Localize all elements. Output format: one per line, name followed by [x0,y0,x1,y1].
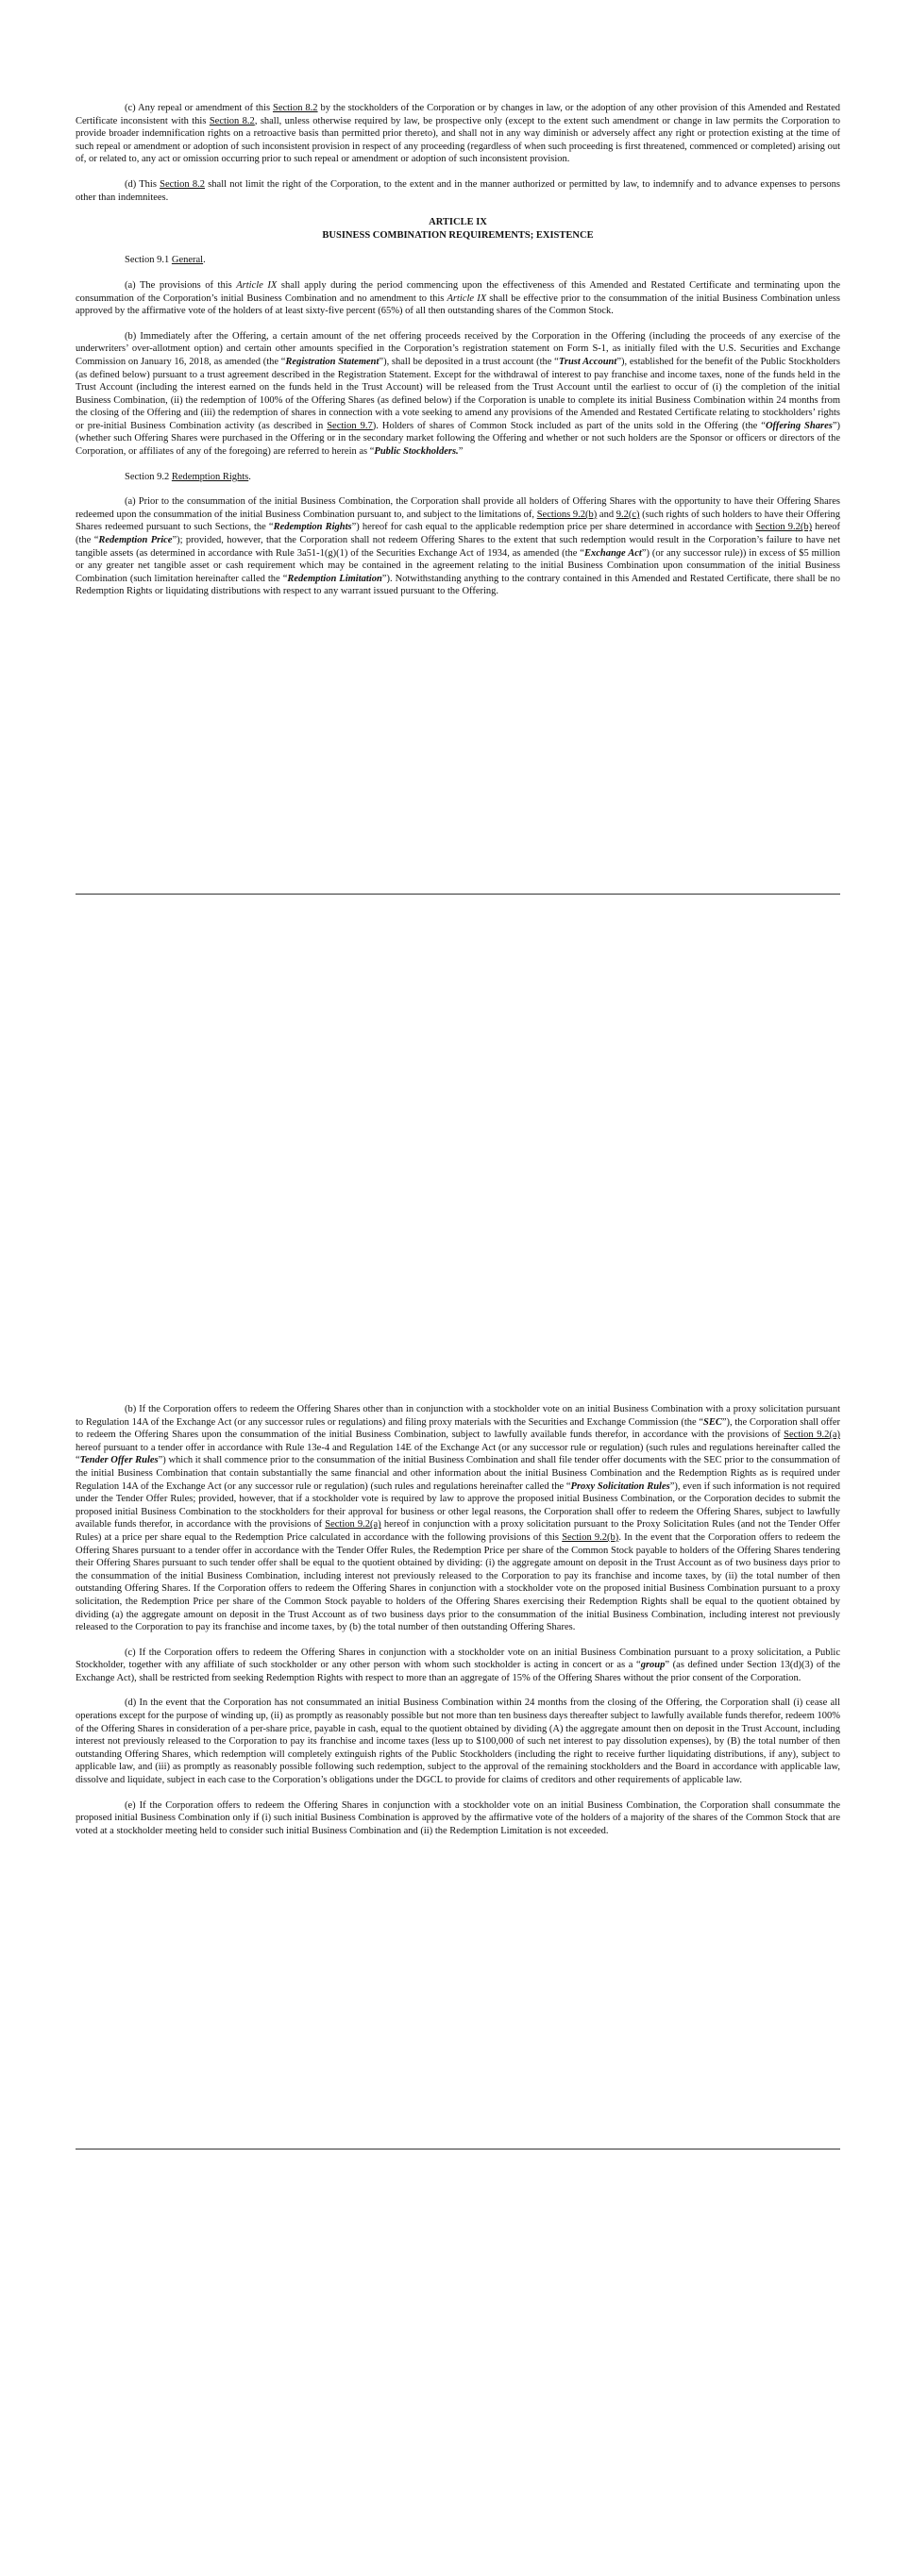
defined-term: group [640,1660,666,1671]
article-number: ARTICLE IX [429,217,487,228]
defined-term: Offering Shares [765,420,833,431]
article-title: BUSINESS COMBINATION REQUIREMENTS; EXISTENCE [322,229,594,241]
section-9-1-heading: Section 9.1 General. [125,255,206,266]
paragraph-9-2-e: (e) If the Corporation offers to redeem the Offering Shares in conjunction with a stockholder vote on an initial Business Combination, the Corporation shall consummate the proposed initial Business Combination only if (i) such initial Business Combination is approved by the affirmative vote of the holders of a majority of the shares of the Common Stock that are voted at a stockholder meeting held to consider such initial Business Combination and (ii) the Redemption Limitation is not exceeded. [76,1799,840,1836]
page-2 [76,1403,840,1837]
section-ref: 9.2(c) [616,509,640,520]
section-ref: Section 9.2(b) [562,1531,619,1543]
paragraph-9-1-b: (b) Immediately after the Offering, a certain amount of the net offering proceeds received by the Corporation in the Offering (including the proceeds of any exercise of the underwriters’ over-allotment option) and certain other amounts specified in the Corporation’s registration statement on Form S-1, as initially filed with the U.S. Securities and Exchange Commission on January 16, 2018, as amended (the “Registration Statement”), shall be deposited in a trust account (the “Trust Account”), established for the benefit of the Public Stockholders (as defined below) pursuant to a trust agreement described in the Registration Statement. Except for the withdrawal of interest to pay franchise and income taxes, none of the funds held in the Trust Account (including the interest earned on the funds held in the Trust Account) will be released from the Trust Account until the earliest to occur of (i) the completion of the initial Business Combination, (ii) the redemption of 100% of the Offering Shares (as defined below) if the Corporation is unable to complete its initial Business Combination within 24 months from the closing of the Offering and (iii) the redemption of shares in connection with a vote seeking to amend any provisions of the Amended and Restated Certificate relating to stockholders’ rights or pre-initial Business Combination activity (as described in Section 9.7). Holders of shares of Common Stock included as part of the units sold in the Offering (the “Offering Shares”) (whether such Offering Shares were purchased in the Offering or in the secondary market following the Offering and whether or not such holders are the Sponsor or officers or directors of the Corporation, or affiliates of any of the foregoing) are referred to herein as “Public Stockholders.” [76,330,841,458]
defined-term: Redemption Limitation [287,573,382,584]
paragraph-8-2-d: (d) This Section 8.2 shall not limit the right of the Corporation, to the extent and in the manner authorized or permitted by law, to indemnify and to advance expenses to persons other than indemnitees. [76,178,840,203]
paragraph-9-2-a: (a) Prior to the consummation of the initial Business Combination, the Corporation shall provide all holders of Offering Shares with the opportunity to have their Offering Shares redeemed upon the consummation of the initial Business Combination pursuant to, and subject to the limitations of, Sections 9.2(b) and 9.2(c) (such rights of such holders to have their Offering Shares redeemed pursuant to such Sections, the “Redemption Rights”) hereof for cash equal to the applicable redemption price per share determined in accordance with Section 9.2(b) hereof (the “Redemption Price”); provided, however, that the Corporation shall not redeem Offering Shares to the extent that such redemption would result in the Corporation’s failure to have net tangible assets (as determined in accordance with Rule 3a51-1(g)(1) of the Securities Exchange Act of 1934, as amended (the “Exchange Act”) (or any successor rule)) in excess of $5 million or any greater net tangible asset or cash requirement which may be contained in the agreement relating to the initial Business Combination upon consummation of the initial Business Combination (such limitation hereinafter called the “Redemption Limitation”). Notwithstanding anything to the contrary contained in this Amended and Restated Certificate, there shall be no Redemption Rights or liquidating distributions with respect to any warrant issued pursuant to the Offering. [76,496,840,597]
paragraph-9-2-d: (d) In the event that the Corporation has not consummated an initial Business Combination within 24 months from the closing of the Offering, the Corporation shall (i) cease all operations except for the purpose of winding up, (ii) as promptly as reasonably possible but not more than ten business days thereafter subject to lawfully available funds therefor, redeem 100% of the Offering Shares in consideration of a per-share price, payable in cash, equal to the quotient obtained by dividing (A) the aggregate amount then on deposit in the Trust Account, including interest not previously released to the Corporation to pay its franchise and income taxes (less up to $100,000 of such net interest to pay dissolution expenses), by (B) the total number of then outstanding Offering Shares, which redemption will completely extinguish rights of the Public Stockholders (including the right to receive further liquidating distributions, if any), subject to applicable law, and (iii) as promptly as reasonably possible following such redemption, subject to the approval of the remaining stockholders and the Board in accordance with applicable law, dissolve and liquidate, subject in each case to the Corporation’s obligations under the DGCL to provide for claims of creditors and other requirements of applicable law. [76,1698,840,1786]
defined-term: Redemption Price [98,535,173,546]
defined-term: Tender Offer Rules [79,1455,159,1466]
page-break-rule [76,894,840,895]
paragraph-9-2-c: (c) If the Corporation offers to redeem the Offering Shares in conjunction with a stockholder vote on an initial Business Combination pursuant to a proxy solicitation, a Public Stockholder, together with any affiliate of such stockholder or any other person with whom such stockholder is acting in concert or as a “group” (as defined under Section 13(d)(3) of the Exchange Act), shall be restricted from seeking Redemption Rights with respect to more than an aggregate of 15% of the Offering Shares without the prior consent of the Corporation. [76,1647,840,1683]
defined-term: Trust Account [558,356,617,367]
paragraph-8-2-c: (c) Any repeal or amendment of this Section 8.2 by the stockholders of the Corporation or by changes in law, or the adoption of any other provision of this Amended and Restated Certificate inconsistent with this Section 8.2, shall, unless otherwise required by law, be prospective only (except to the extent such amendment or change in law permits the Corporation to provide broader indemnification rights on a retroactive basis than permitted prior thereto), and shall not in any way diminish or adversely affect any right or protection existing at the time of such repeal or amendment or adoption of such inconsistent provision in respect of any proceeding (regardless of when such proceeding is first threatened, commenced or completed) arising out of, or related to, any act or omission occurring prior to such repeal or amendment or adoption of such inconsistent provision. [76,103,840,165]
section-ref: Sections 9.2(b) [536,509,598,520]
section-ref: Section 9.2(a) [784,1430,840,1441]
defined-term: Redemption Rights [273,522,352,533]
paragraph-9-1-a: (a) The provisions of this Article IX shall apply during the period commencing upon the effectiveness of this Amended and Restated Certificate and terminating upon the consummation of the Corporation’s initial Business Combination and no amendment to this Article IX shall be effective prior to the consummation of the initial Business Combination unless approved by the affirmative vote of the holders of at least sixty-five percent (65%) of all then outstanding shares of the Common Stock. [76,279,841,317]
section-ref: Section 9.2(b) [755,522,813,533]
defined-term: Exchange Act [583,547,642,559]
defined-term: Registration Statement [285,356,380,367]
section-ref: Section 9.2(a) [325,1519,381,1531]
defined-term: Public Stockholders. [374,446,459,458]
section-ref: Section 8.2 [160,178,205,190]
section-ref: Section 8.2 [272,103,318,113]
defined-term: SEC [703,1416,722,1428]
section-9-2-heading: Section 9.2 Redemption Rights. [125,471,251,482]
section-ref: Section 8.2 [209,115,255,126]
defined-term: Proxy Solicitation Rules [570,1480,670,1492]
page-1 [76,102,840,598]
section-ref: Section 9.7 [327,420,373,431]
paragraph-9-2-b: (b) If the Corporation offers to redeem the Offering Shares other than in conjunction with a stockholder vote on an initial Business Combination with a proxy solicitation pursuant to Regulation 14A of the Exchange Act (or any successor rules or regulations) and filing proxy materials with the Securities and Exchange Commission (the “SEC”), the Corporation shall offer to redeem the Offering Shares upon the consummation of the initial Business Combination, subject to lawfully available funds therefor, in accordance with the provisions of Section 9.2(a) hereof pursuant to a tender offer in accordance with Rule 13e-4 and Regulation 14E of the Exchange Act (or any successor rule or regulation) (such rules and regulations hereinafter called the “Tender Offer Rules”) which it shall commence prior to the consummation of the initial Business Combination and shall file tender offer documents with the SEC prior to the consummation of the initial Business Combination that contain substantially the same financial and other information about the initial Business Combination and the Redemption Rights as is required under Regulation 14A of the Exchange Act (or any successor rule or regulation) (such rules and regulations hereinafter called the “Proxy Solicitation Rules”), even if such information is not required under the Tender Offer Rules; provided, however, that if a stockholder vote is required by law to approve the proposed initial Business Combination, or the Corporation decides to submit the proposed initial Business Combination to the stockholders for their approval for business or other legal reasons, the Corporation shall offer to redeem the Offering Shares, subject to lawfully available funds therefor, in accordance with the provisions of Section 9.2(a) hereof in conjunction with a proxy solicitation pursuant to the Proxy Solicitation Rules (and not the Tender Offer Rules) at a price per share equal to the Redemption Price calculated in accordance with the following provisions of this Section 9.2(b). In the event that the Corporation offers to redeem the Offering Shares pursuant to a tender offer in accordance with the Tender Offer Rules, the Redemption Price per share of the Common Stock payable to holders of the Offering Shares tendering their Offering Shares pursuant to such tender offer shall be equal to the quotient obtained by dividing: (i) the aggregate amount on deposit in the Trust Account as of two business days prior to the consummation of the initial Business Combination, including interest not previously released to the Corporation to pay its franchise and income taxes, by (ii) the total number of then outstanding Offering Shares. If the Corporation offers to redeem the Offering Shares in conjunction with a stockholder vote on the proposed initial Business Combination pursuant to a proxy solicitation, the Redemption Price per share of the Common Stock payable to holders of the Offering Shares exercising their Redemption Rights shall be equal to the quotient obtained by dividing (a) the aggregate amount on deposit in the Trust Account as of two business days prior to the consummation of the initial Business Combination, including interest not previously released to the Corporation to pay its franchise and income taxes, by (b) the total number of then outstanding Offering Shares. [76,1404,841,1633]
